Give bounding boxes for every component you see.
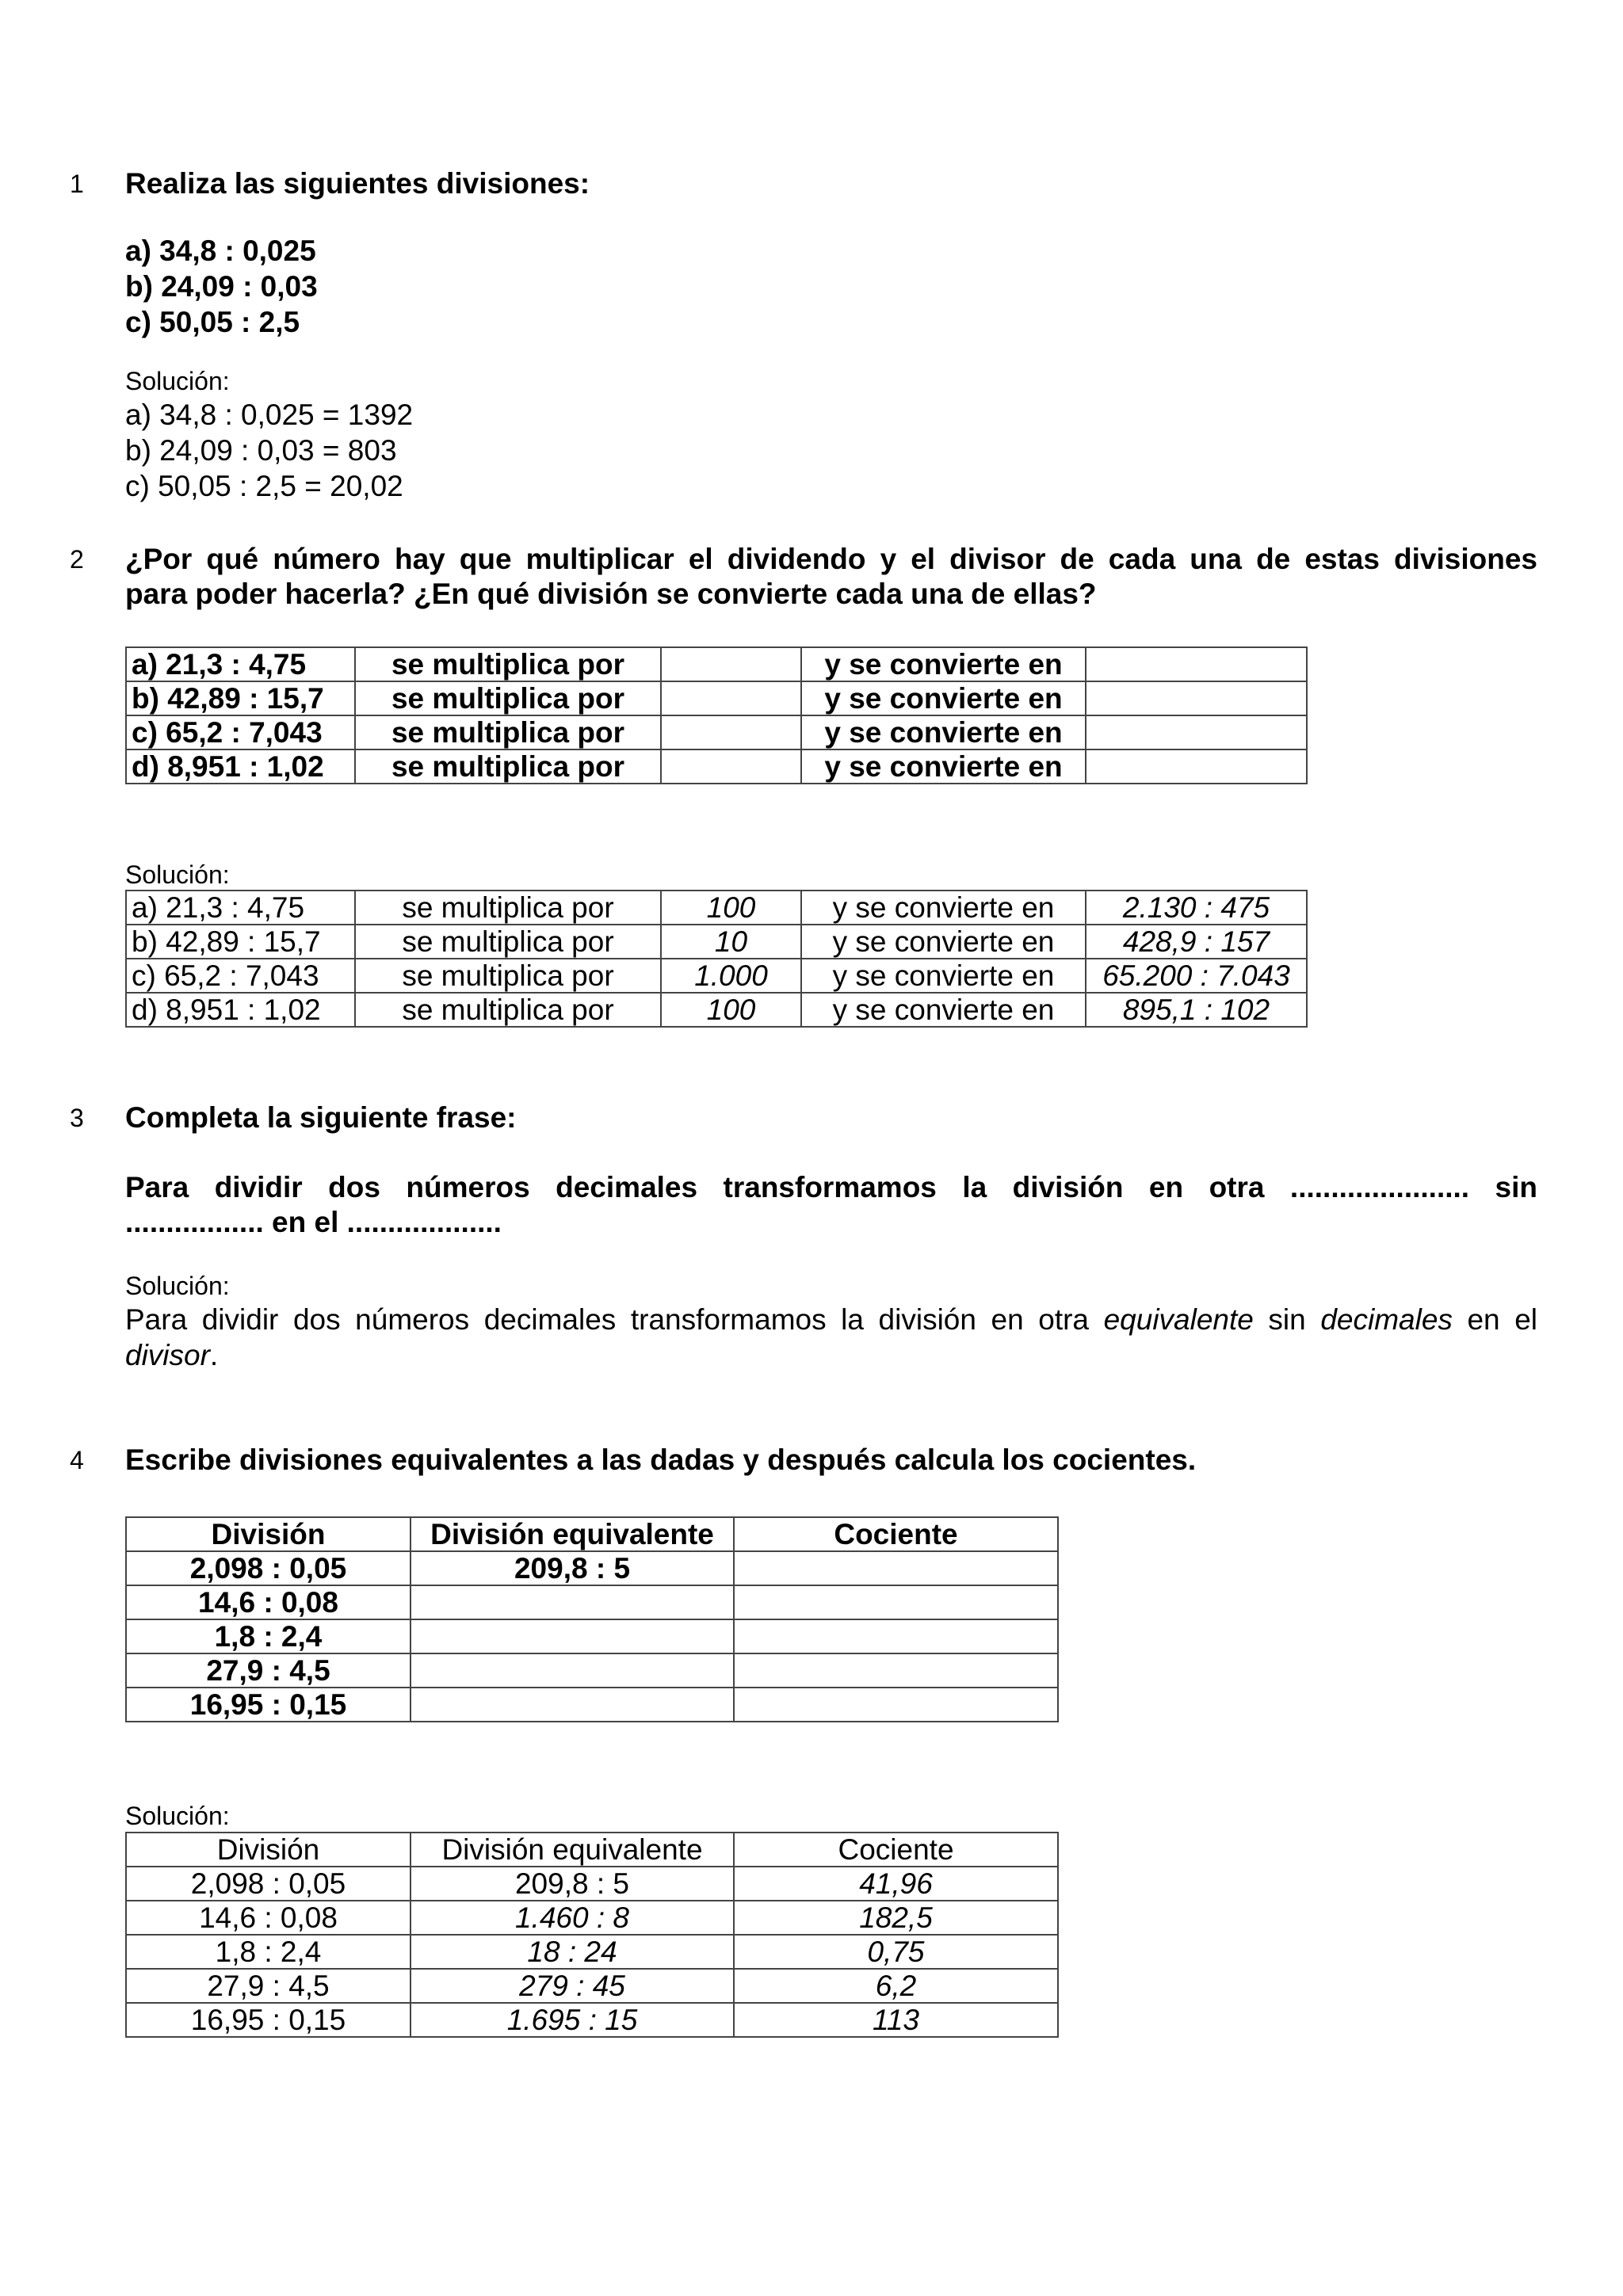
table-cell: y se convierte en <box>801 993 1086 1027</box>
table-cell: b) 42,89 : 15,7 <box>126 925 355 959</box>
table-row <box>126 1935 1058 1969</box>
table-cell: 65.200 : 7.043 <box>1086 959 1307 993</box>
exercise-sentence-line: ................. en el ................... <box>125 1206 502 1238</box>
exercise-number: 4 <box>70 1446 84 1474</box>
table-cell: 14,6 : 0,08 <box>126 1585 411 1619</box>
exercise-4-solution-table <box>125 1832 1059 2038</box>
table-cell: 1,8 : 2,4 <box>126 1619 411 1653</box>
table-cell: y se convierte en <box>801 925 1086 959</box>
exercise-item: a) 34,8 : 0,025 <box>125 235 316 267</box>
column-header: División equivalente <box>411 1517 734 1551</box>
table-cell: y se convierte en <box>801 715 1086 749</box>
table-cell: 10 <box>661 925 801 959</box>
table-cell: y se convierte en <box>801 749 1086 784</box>
exercise-number: 3 <box>70 1104 84 1132</box>
table-row <box>126 1619 1058 1653</box>
exercise-4 <box>125 1443 1537 1478</box>
table-header-row <box>126 1833 1058 1867</box>
table-cell: y se convierte en <box>801 959 1086 993</box>
table-row <box>126 1653 1058 1688</box>
table-cell: b) 42,89 : 15,7 <box>126 681 355 715</box>
table-cell: 27,9 : 4,5 <box>126 1969 411 2003</box>
table-cell: se multiplica por <box>355 925 661 959</box>
answer-cell[interactable] <box>1086 749 1307 784</box>
column-header: Cociente <box>734 1833 1058 1867</box>
table-row <box>126 715 1307 749</box>
exercise-item: c) 50,05 : 2,5 <box>125 306 300 338</box>
answer-cell[interactable] <box>734 1688 1058 1722</box>
table-cell: 895,1 : 102 <box>1086 993 1307 1027</box>
table-row <box>126 647 1307 681</box>
exercise-3 <box>125 1100 1537 1373</box>
table-cell: 16,95 : 0,15 <box>126 2003 411 2037</box>
exercise-prompt-line: para poder hacerla? ¿En qué división se convierte cada una de ellas? <box>125 578 1097 610</box>
table-row <box>126 959 1307 993</box>
table-cell: se multiplica por <box>355 891 661 925</box>
answer-cell[interactable] <box>1086 647 1307 681</box>
table-cell: 16,95 : 0,15 <box>126 1688 411 1722</box>
answer-cell[interactable] <box>661 647 801 681</box>
table-cell: 2,098 : 0,05 <box>126 1551 411 1585</box>
exercise-prompt: Realiza las siguientes divisiones: <box>125 167 590 200</box>
table-cell: 1.460 : 8 <box>411 1901 734 1935</box>
solution-text: Para dividir dos números decimales transformamos la división en otra <box>125 1303 1104 1336</box>
table-row <box>126 749 1307 784</box>
column-header: División <box>126 1833 411 1867</box>
table-cell: d) 8,951 : 1,02 <box>126 749 355 784</box>
table-cell: 0,75 <box>734 1935 1058 1969</box>
exercise-prompt: Escribe divisiones equivalentes a las dadas y después calcula los cocientes. <box>125 1444 1197 1476</box>
table-cell: y se convierte en <box>801 681 1086 715</box>
solution-text: . <box>209 1339 219 1371</box>
table-cell: se multiplica por <box>355 647 661 681</box>
table-row <box>126 891 1307 925</box>
answer-cell[interactable] <box>411 1653 734 1688</box>
table-cell: 113 <box>734 2003 1058 2037</box>
exercise-prompt: Completa la siguiente frase: <box>125 1101 517 1134</box>
table-cell: d) 8,951 : 1,02 <box>126 993 355 1027</box>
exercise-item: b) 24,09 : 0,03 <box>125 270 318 303</box>
table-cell: 209,8 : 5 <box>411 1867 734 1901</box>
solution-label: Solución: <box>125 367 230 395</box>
table-cell: 18 : 24 <box>411 1935 734 1969</box>
solution-answer: decimales <box>1320 1303 1453 1336</box>
solution-line: a) 34,8 : 0,025 = 1392 <box>125 399 414 431</box>
table-row <box>126 925 1307 959</box>
answer-cell[interactable] <box>734 1585 1058 1619</box>
table-cell: se multiplica por <box>355 715 661 749</box>
solution-text: sin <box>1253 1303 1321 1336</box>
table-cell: 1.000 <box>661 959 801 993</box>
column-header: División equivalente <box>411 1833 734 1867</box>
answer-cell[interactable] <box>661 681 801 715</box>
solution-line: c) 50,05 : 2,5 = 20,02 <box>125 470 403 502</box>
solution-sentence <box>125 1302 1537 1337</box>
table-row <box>126 1901 1058 1935</box>
answer-cell[interactable] <box>661 749 801 784</box>
table-cell: a) 21,3 : 4,75 <box>126 891 355 925</box>
solution-line: b) 24,09 : 0,03 = 803 <box>125 434 397 467</box>
exercise-4-table <box>125 1516 1059 1722</box>
table-cell: 100 <box>661 891 801 925</box>
table-cell: 279 : 45 <box>411 1969 734 2003</box>
table-cell: 182,5 <box>734 1901 1058 1935</box>
answer-cell[interactable] <box>734 1551 1058 1585</box>
table-cell: se multiplica por <box>355 749 661 784</box>
solution-label: Solución: <box>125 1272 230 1300</box>
table-cell: 100 <box>661 993 801 1027</box>
table-cell: 428,9 : 157 <box>1086 925 1307 959</box>
exercise-sentence-line: Para dividir dos números decimales transformamos la división en otra ...................... sin <box>125 1171 1537 1203</box>
table-row <box>126 2003 1058 2037</box>
solution-answer: equivalente <box>1103 1303 1254 1336</box>
exercise-2 <box>125 542 1537 612</box>
answer-cell[interactable] <box>1086 715 1307 749</box>
table-row <box>126 993 1307 1027</box>
table-row <box>126 1969 1058 2003</box>
answer-cell[interactable] <box>1086 681 1307 715</box>
table-cell: se multiplica por <box>355 681 661 715</box>
solution-label: Solución: <box>125 1802 230 1830</box>
table-row <box>126 1551 1058 1585</box>
answer-cell[interactable] <box>661 715 801 749</box>
solution-sentence-end <box>125 1337 1537 1373</box>
answer-cell[interactable] <box>734 1653 1058 1688</box>
exercise-1 <box>125 166 1537 504</box>
table-cell: 1.695 : 15 <box>411 2003 734 2037</box>
table-cell: c) 65,2 : 7,043 <box>126 959 355 993</box>
table-cell: y se convierte en <box>801 647 1086 681</box>
table-cell: se multiplica por <box>355 959 661 993</box>
solution-label: Solución: <box>125 860 230 889</box>
column-header: Cociente <box>734 1517 1058 1551</box>
answer-cell[interactable] <box>411 1619 734 1653</box>
answer-cell[interactable] <box>411 1585 734 1619</box>
column-header: División <box>126 1517 411 1551</box>
table-cell: 14,6 : 0,08 <box>126 1901 411 1935</box>
answer-cell[interactable] <box>411 1688 734 1722</box>
table-cell: y se convierte en <box>801 891 1086 925</box>
answer-cell[interactable] <box>734 1619 1058 1653</box>
exercise-2-solution-table <box>125 890 1308 1028</box>
table-cell: 6,2 <box>734 1969 1058 2003</box>
table-cell: c) 65,2 : 7,043 <box>126 715 355 749</box>
table-header-row <box>126 1517 1058 1551</box>
table-cell: 209,8 : 5 <box>411 1551 734 1585</box>
solution-text: en el <box>1452 1303 1538 1336</box>
table-cell: 27,9 : 4,5 <box>126 1653 411 1688</box>
table-cell: 2.130 : 475 <box>1086 891 1307 925</box>
table-row <box>126 681 1307 715</box>
table-cell: se multiplica por <box>355 993 661 1027</box>
exercise-number: 1 <box>70 170 84 198</box>
table-cell: a) 21,3 : 4,75 <box>126 647 355 681</box>
table-row <box>126 1688 1058 1722</box>
table-row <box>126 1867 1058 1901</box>
table-row <box>126 1585 1058 1619</box>
table-cell: 2,098 : 0,05 <box>126 1867 411 1901</box>
exercise-2-table <box>125 646 1308 784</box>
table-cell: 1,8 : 2,4 <box>126 1935 411 1969</box>
table-cell: 41,96 <box>734 1867 1058 1901</box>
exercise-prompt-line: ¿Por qué número hay que multiplicar el dividendo y el divisor de cada una de estas divisiones <box>125 543 1537 575</box>
exercise-number: 2 <box>70 545 84 574</box>
solution-answer: divisor <box>125 1339 210 1371</box>
